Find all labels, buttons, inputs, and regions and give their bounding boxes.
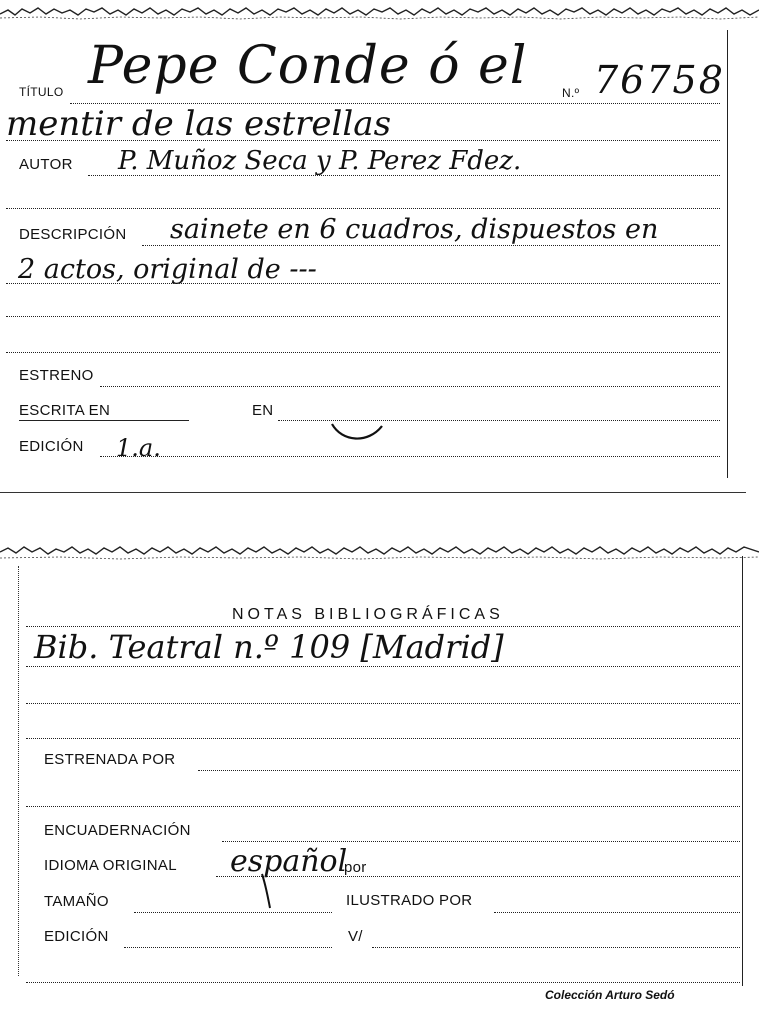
- notas-line-1: [26, 626, 740, 627]
- en-label: EN: [252, 402, 274, 419]
- v-line: [372, 947, 740, 948]
- descripcion-value-line1: sainete en 6 cuadros, dispuestos en: [170, 214, 659, 245]
- v-label: V/: [348, 928, 363, 945]
- numero-value: 76758: [594, 58, 725, 102]
- torn-edge-top: [0, 0, 759, 22]
- descripcion-label: DESCRIPCIÓN: [19, 226, 127, 243]
- colophon: Colección Arturo Sedó: [545, 988, 675, 1002]
- notas-heading: NOTAS BIBLIOGRÁFICAS: [232, 606, 504, 623]
- descripcion-line-2: [6, 283, 720, 284]
- back-edicion-line: [124, 947, 332, 948]
- ilustrado-por-line: [494, 912, 740, 913]
- back-right-border: [742, 556, 743, 986]
- idioma-original-value: español: [230, 844, 348, 879]
- titulo-value-line1: Pepe Conde ó el: [88, 36, 528, 96]
- notas-line-3: [26, 703, 740, 704]
- numero-label: N.º: [562, 86, 580, 100]
- back-bottom-line: [26, 982, 740, 983]
- pen-tail-mark: [258, 872, 278, 912]
- estrenada-por-label: ESTRENADA POR: [44, 751, 176, 768]
- torn-edge-back: [0, 540, 759, 562]
- edicion-label: EDICIÓN: [19, 438, 84, 455]
- notas-value-line1: Bib. Teatral n.º 109 [Madrid]: [34, 628, 504, 666]
- descripcion-value-line2: 2 actos, original de ---: [18, 254, 317, 285]
- autor-line: [88, 175, 720, 176]
- edicion-line: [100, 456, 720, 457]
- escrita-en-label: ESCRITA EN: [19, 402, 111, 419]
- titulo-value-line2: mentir de las estrellas: [6, 104, 392, 144]
- notas-line-2: [26, 666, 740, 667]
- notas-line-4: [26, 738, 740, 739]
- ilustrado-por-label: ILUSTRADO POR: [346, 892, 473, 909]
- por-label: por: [344, 859, 367, 876]
- descripcion-line-3: [6, 316, 720, 317]
- tamano-line: [134, 912, 332, 913]
- back-left-border: [18, 566, 19, 976]
- autor-line-2: [6, 208, 720, 209]
- front-bottom-edge: [0, 492, 746, 493]
- descripcion-line: [142, 245, 720, 246]
- descripcion-line-4: [6, 352, 720, 353]
- front-right-border: [727, 30, 728, 478]
- titulo-line-2: [6, 140, 720, 141]
- back-edicion-label: EDICIÓN: [44, 928, 109, 945]
- edicion-value: 1.a.: [116, 434, 161, 462]
- estrenada-por-line: [198, 770, 740, 771]
- estrenada-por-line-2: [26, 806, 740, 807]
- tamano-label: TAMAÑO: [44, 893, 109, 910]
- idioma-original-line: [216, 876, 740, 877]
- estreno-label: ESTRENO: [19, 367, 94, 384]
- estreno-line: [100, 386, 720, 387]
- autor-label: AUTOR: [19, 156, 73, 173]
- escrita-en-line: [19, 420, 189, 421]
- encuadernacion-label: ENCUADERNACIÓN: [44, 822, 191, 839]
- autor-value: P. Muñoz Seca y P. Perez Fdez.: [118, 146, 522, 176]
- encuadernacion-line: [222, 841, 740, 842]
- titulo-label: TÍTULO: [19, 85, 64, 99]
- pen-stroke-mark: [328, 418, 388, 446]
- idioma-original-label: IDIOMA ORIGINAL: [44, 857, 177, 874]
